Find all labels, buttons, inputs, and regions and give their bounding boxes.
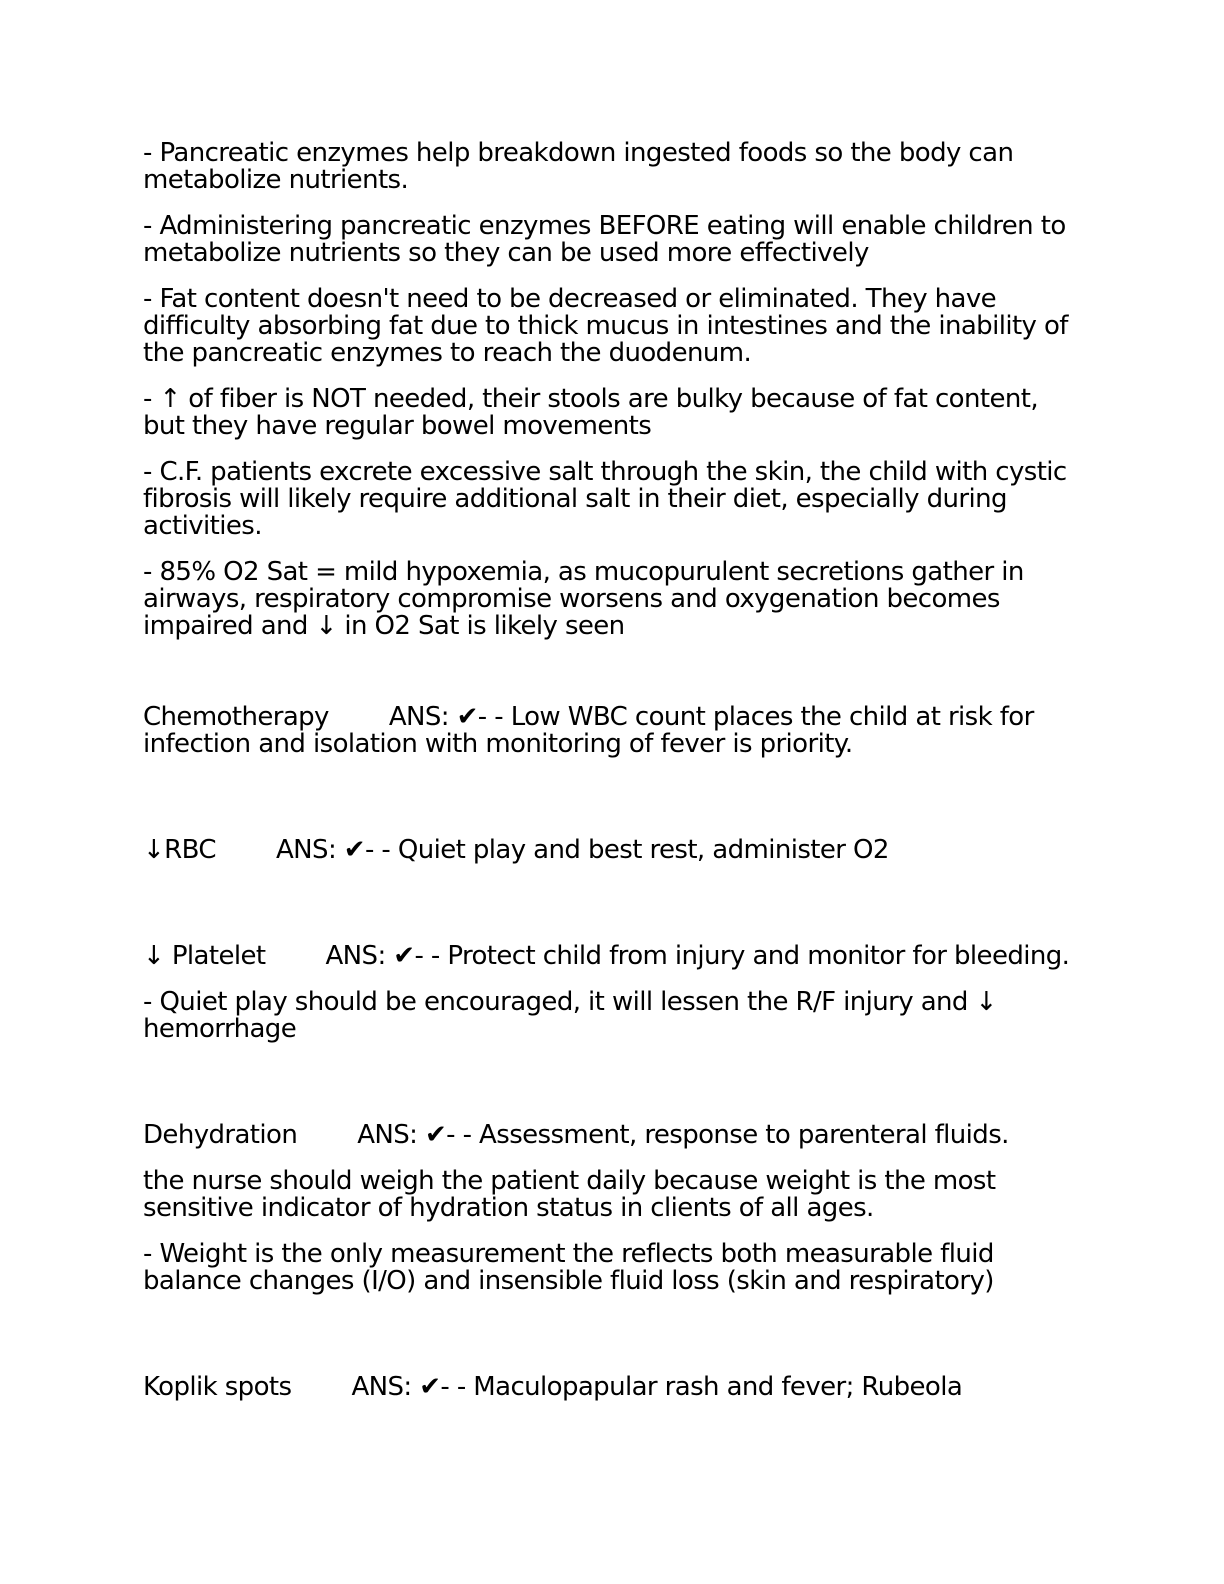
note-paragraph: - Pancreatic enzymes help breakdown ingested foods so the body can metabolize nutrients. xyxy=(143,138,1014,195)
note-paragraph: - ↑ of fiber is NOT needed, their stools are bulky because of fat content, but they have regular bowel movements xyxy=(143,384,1038,441)
qa-dehydration xyxy=(143,1122,1078,1149)
note-paragraph: - 85% O2 Sat = mild hypoxemia, as mucopurulent secretions gather in airways, respiratory compromise worsens and oxygenation becomes impaired and ↓ in O2 Sat is likely seen xyxy=(143,557,1024,641)
qa-term: ↓RBC xyxy=(143,835,216,865)
qa-note: the nurse should weigh the patient daily because weight is the most sensitive indicator of hydration status in clients of all ages. xyxy=(143,1166,996,1223)
qa-term: Chemotherapy xyxy=(143,702,329,732)
qa-answer: ANS: ✔- - Assessment, response to parenteral fluids. xyxy=(357,1120,1009,1150)
qa-answer: ANS: ✔- - Protect child from injury and monitor for bleeding. xyxy=(325,941,1070,971)
qa-answer: ANS: ✔- - Low WBC count places the child at risk for infection and isolation with monitoring of fever is priority. xyxy=(143,702,1034,759)
qa-note: - Quiet play should be encouraged, it will lessen the R/F injury and ↓ hemorrhage xyxy=(143,987,997,1044)
qa-term: Dehydration xyxy=(143,1120,298,1150)
note-paragraph: - Fat content doesn't need to be decreased or eliminated. They have difficulty absorbing fat due to thick mucus in intestines and the inability of the pancreatic enzymes to reach the duodenum. xyxy=(143,284,1068,368)
qa-note: - Weight is the only measurement the reflects both measurable fluid balance changes (I/O) and insensible fluid loss (skin and respiratory) xyxy=(143,1239,994,1296)
qa-term: Koplik spots xyxy=(143,1372,292,1402)
note-paragraph: - C.F. patients excrete excessive salt through the skin, the child with cystic fibrosis will likely require additional salt in their diet, especially during activities. xyxy=(143,457,1067,541)
qa-term: ↓ Platelet xyxy=(143,941,266,971)
qa-chemotherapy xyxy=(143,704,1078,758)
note-paragraph: - Administering pancreatic enzymes BEFORE eating will enable children to metabolize nutrients so they can be used more effectively xyxy=(143,211,1066,268)
qa-platelet xyxy=(143,943,1078,970)
qa-answer: ANS: ✔- - Quiet play and best rest, administer O2 xyxy=(276,835,889,865)
document-page xyxy=(143,140,1078,1420)
qa-rbc xyxy=(143,837,1078,864)
qa-answer: ANS: ✔- - Maculopapular rash and fever; Rubeola xyxy=(351,1372,963,1402)
qa-koplik-spots xyxy=(143,1374,1078,1401)
